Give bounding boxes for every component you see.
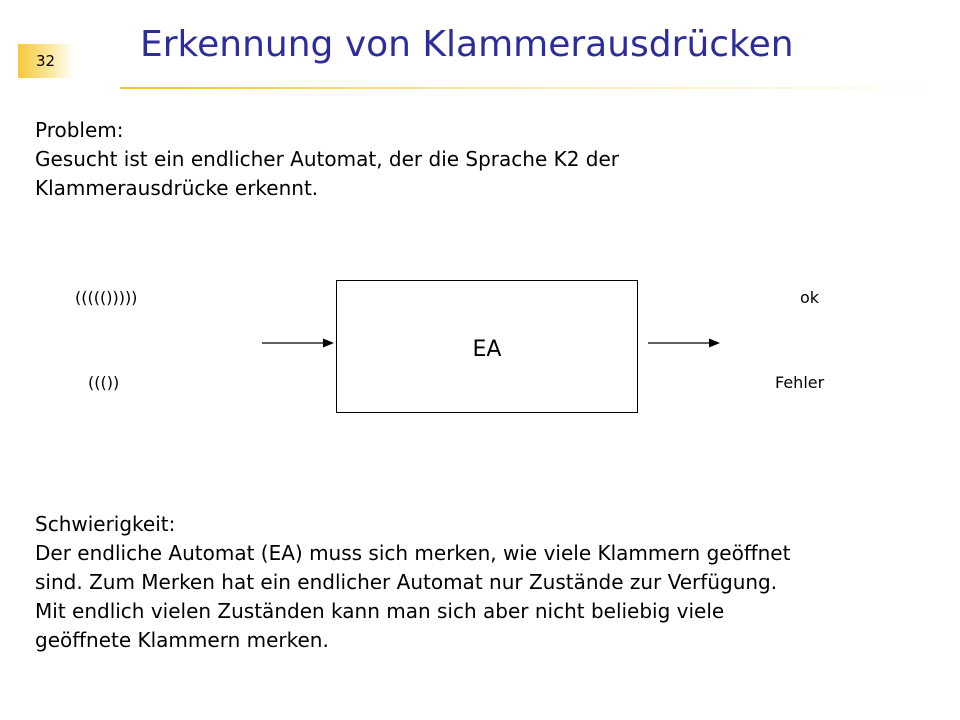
slide-title: Erkennung von Klammerausdrücken [140,24,794,65]
problem-heading: Problem: [35,118,124,142]
difficulty-line: Der endliche Automat (EA) muss sich merken, wie viele Klammern geöffnet [35,541,791,565]
input-example-2: ((()) [88,373,120,392]
problem-line: Gesucht ist ein endlicher Automat, der die Sprache K2 der [35,147,620,171]
difficulty-paragraph [35,510,790,655]
difficulty-line: Mit endlich vielen Zuständen kann man sich aber nicht beliebig viele [35,599,725,623]
title-divider [120,87,960,89]
problem-paragraph [35,116,619,203]
output-error: Fehler [775,373,825,392]
automaton-label: EA [472,337,502,362]
output-ok: ok [800,288,820,307]
page-number: 32 [36,52,56,70]
difficulty-line: sind. Zum Merken hat ein endlicher Automat nur Zustände zur Verfügung. [35,570,778,594]
difficulty-line: geöffnete Klammern merken. [35,628,329,652]
input-arrow [262,336,334,350]
problem-line: Klammerausdrücke erkennt. [35,176,319,200]
input-example-1: ((((())))) [75,288,138,307]
output-arrow [648,336,720,350]
page-number-badge [18,44,74,78]
automaton-box [336,280,638,413]
difficulty-heading: Schwierigkeit: [35,512,176,536]
